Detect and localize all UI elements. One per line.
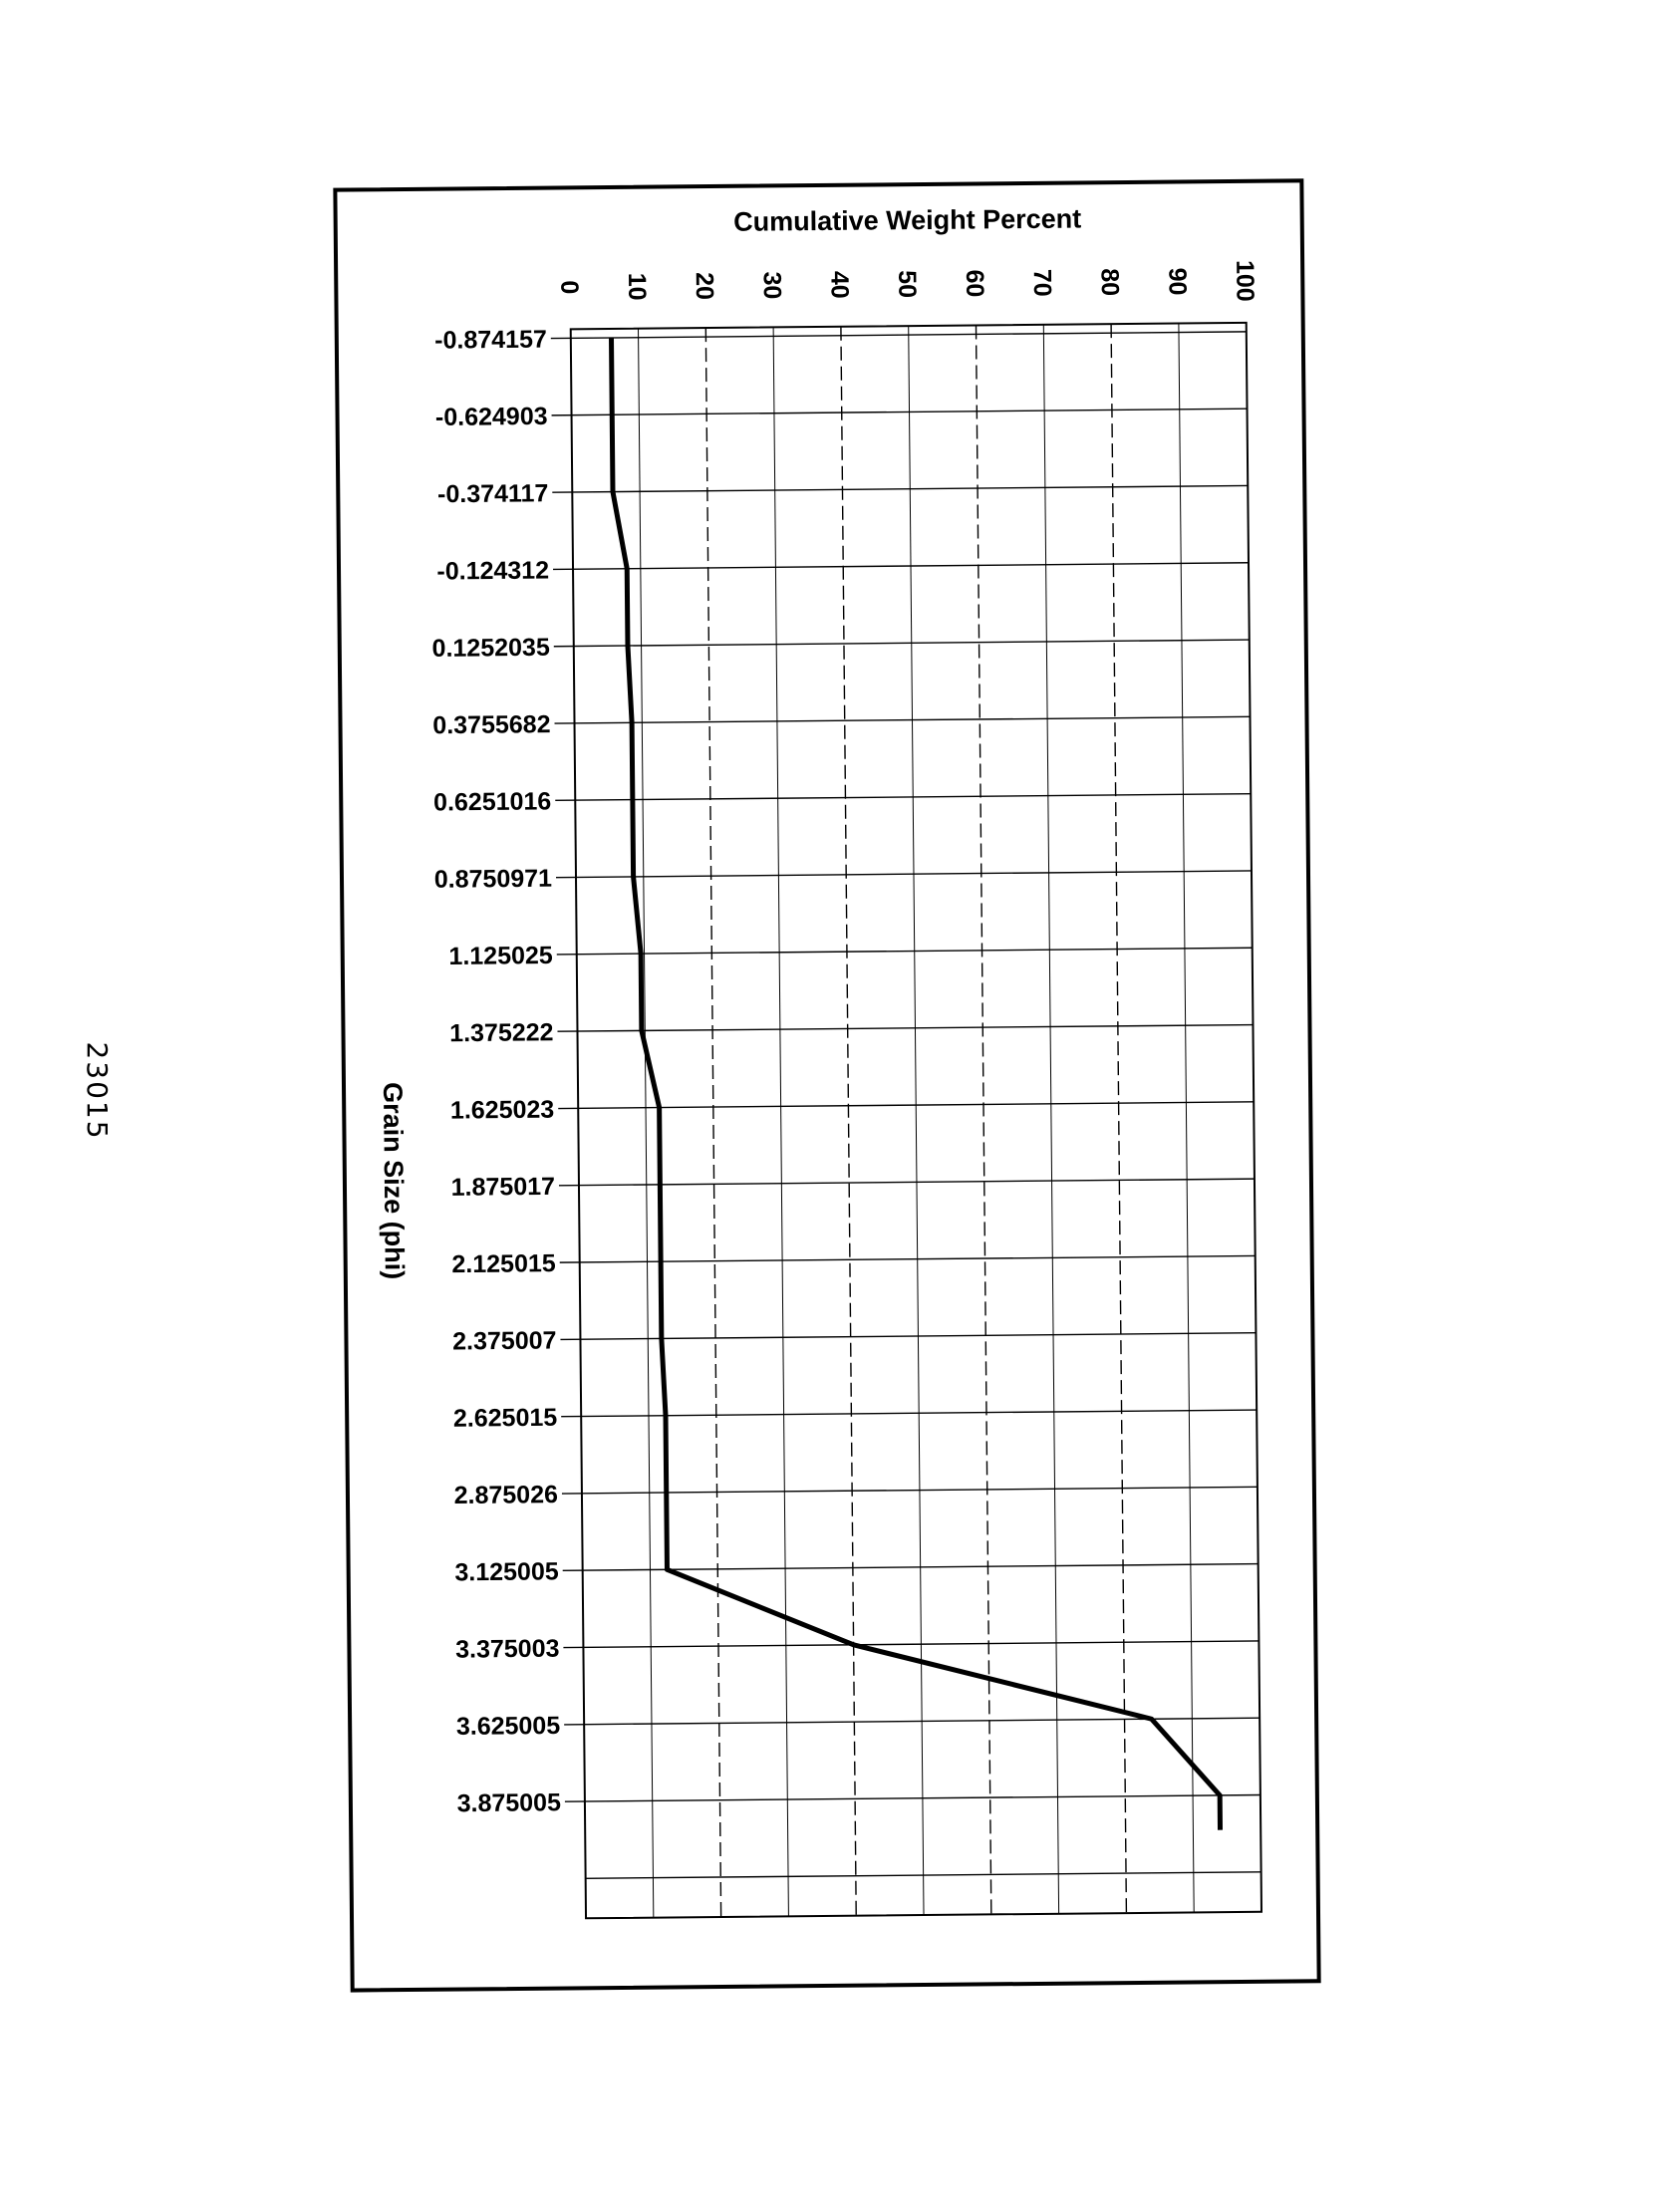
category-tick-label: 2.625015	[452, 1403, 558, 1433]
vertical-gridline	[639, 329, 654, 1918]
value-tick-label: 60	[960, 269, 989, 298]
value-tick-label: 50	[893, 270, 922, 299]
category-tick-label: 0.6251016	[432, 787, 552, 817]
horizontal-gridline	[555, 716, 1251, 723]
vertical-gridline	[1111, 324, 1126, 1913]
category-tick-label: 0.8750971	[433, 864, 553, 894]
horizontal-gridline	[558, 1102, 1254, 1109]
category-tick-label: 1.625023	[449, 1095, 555, 1125]
category-tick-label: -0.874157	[434, 325, 547, 355]
horizontal-gridline	[557, 948, 1253, 955]
page-id-label: 23015	[81, 1041, 114, 1141]
category-tick-label: -0.624903	[434, 402, 548, 431]
category-tick-label: 3.375003	[455, 1634, 560, 1664]
horizontal-gridline	[560, 1255, 1256, 1262]
value-tick-label: 40	[825, 270, 854, 299]
x-tick-labels	[429, 326, 562, 1818]
category-tick-label: -0.374117	[436, 479, 549, 509]
value-tick-label: 10	[622, 272, 652, 301]
vertical-gridline	[1043, 325, 1058, 1914]
vertical-gridline	[773, 327, 788, 1916]
horizontal-gridline	[563, 1641, 1259, 1648]
horizontal-gridline	[556, 871, 1252, 878]
horizontal-gridline	[551, 332, 1247, 339]
value-tick-label: 0	[555, 280, 584, 295]
category-tick-label: 2.125015	[451, 1249, 556, 1279]
horizontal-gridline	[555, 794, 1251, 801]
vertical-gridline	[1179, 324, 1194, 1913]
value-tick-label: 90	[1163, 267, 1192, 296]
horizontal-gridline	[557, 1025, 1253, 1032]
value-axis-title: Cumulative Weight Percent	[733, 203, 1082, 237]
value-tick-label: 100	[1231, 259, 1260, 302]
y-tick-labels	[555, 260, 1259, 308]
category-tick-label: 0.1252035	[431, 633, 550, 663]
category-tick-label: 1.125025	[448, 941, 553, 970]
category-tick-label: 3.625005	[455, 1711, 561, 1741]
category-tick-label: 0.3755682	[432, 710, 551, 740]
horizontal-gridline	[552, 409, 1248, 415]
value-tick-label: 80	[1095, 268, 1124, 297]
category-tick-label: 2.375007	[452, 1326, 557, 1356]
vertical-gridline	[909, 326, 924, 1915]
vertical-gridlines	[639, 324, 1195, 1918]
category-tick-label: 1.875017	[450, 1172, 556, 1202]
horizontal-gridline	[559, 1179, 1255, 1186]
category-tick-label: 3.875005	[456, 1788, 562, 1818]
category-tick-label: 2.875026	[453, 1481, 559, 1510]
horizontal-gridline	[554, 640, 1250, 647]
horizontal-gridline	[552, 485, 1248, 492]
vertical-gridline	[705, 328, 720, 1917]
category-tick-label: -0.124312	[436, 556, 550, 586]
vertical-gridline	[841, 327, 856, 1916]
category-tick-label: 1.375222	[449, 1018, 554, 1048]
horizontal-gridline	[560, 1333, 1256, 1340]
horizontal-gridline	[553, 563, 1249, 570]
category-axis-title: Grain Size (phi)	[377, 1081, 410, 1280]
value-tick-label: 70	[1027, 268, 1057, 297]
value-tick-label: 30	[757, 271, 786, 300]
category-tick-label: 3.125005	[454, 1557, 559, 1587]
value-tick-label: 20	[690, 272, 719, 301]
horizontal-gridline	[565, 1794, 1260, 1801]
